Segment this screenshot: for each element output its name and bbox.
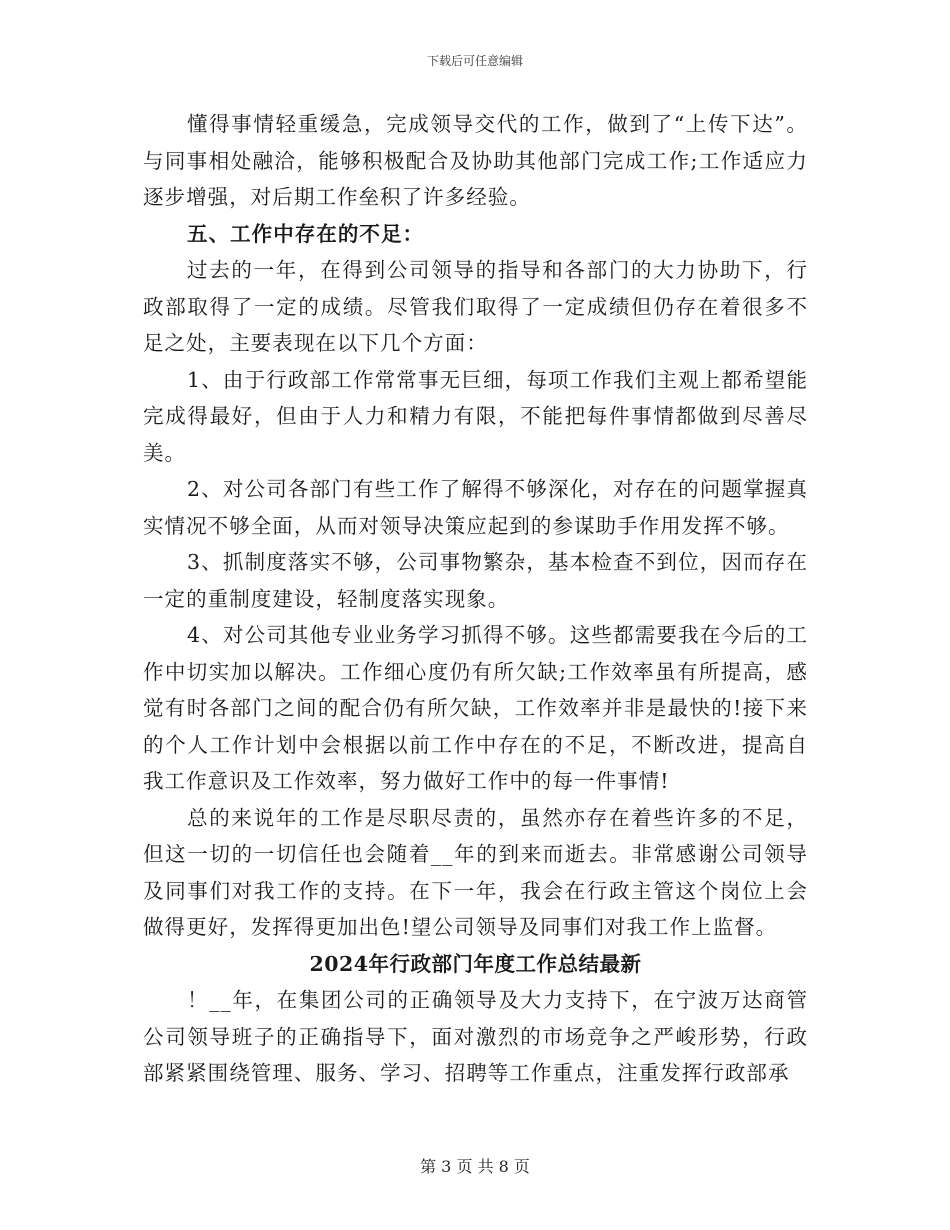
paragraph-item-2: 2、对公司各部门有些工作了解得不够深化，对存在的问题掌握真实情况不够全面，从而对领导决策应起到的参谋助手作用发挥不够。 (143, 477, 808, 538)
paragraph-item-1: 1、由于行政部工作常常事无巨细，每项工作我们主观上都希望能完成得最好，但由于人力和精力有限，不能把每件事情都做到尽善尽美。 (143, 367, 808, 465)
paragraph-item-4: 4、对公司其他专业业务学习抓得不够。这些都需要我在今后的工作中切实加以解决。工作细心度仍有所欠缺;工作效率虽有所提高，感觉有时各部门之间的配合仍有所欠缺，工作效率并非是最快的!接下来的个人工作计划中会根据以前工作中存在的不足，不断改进，提高自我工作意识及工作效率，努力做好工作中的每一件事情! (143, 623, 808, 793)
document-body (143, 106, 808, 1092)
paragraph-intro-shortcomings: 过去的一年，在得到公司领导的指导和各部门的大力协助下，行政部取得了一定的成绩。尽管我们取得了一定成绩但仍存在着很多不足之处，主要表现在以下几个方面： (143, 258, 808, 355)
paragraph-conclusion: 总的来说年的工作是尽职尽责的，虽然亦存在着些许多的不足，但这一切的一切信任也会随着__年的到来而逝去。非常感谢公司领导及同事们对我工作的支持。在下一年，我会在行政主管这个岗位上会做得更好，发挥得更加出色!望公司领导及同事们对我工作上监督。 (143, 805, 808, 939)
paragraph-continuation: 懂得事情轻重缓急，完成领导交代的工作，做到了“上传下达”。与同事相处融洽，能够积极配合及协助其他部门完成工作;工作适应力逐步增强，对后期工作垒积了许多经验。 (143, 112, 808, 209)
page-header-note: 下载后可任意编辑 (426, 54, 523, 68)
section-heading-shortcomings: 五、工作中存在的不足： (187, 221, 425, 246)
paragraph-new-section-intro: ！__年，在集团公司的正确领导及大力支持下，在宁波万达商管公司领导班子的正确指导下，面对激烈的市场竞争之严峻形势，行政部紧紧围绕管理、服务、学习、招聘等工作重点，注重发挥行政部承 (143, 988, 808, 1085)
paragraph-item-3: 3、抓制度落实不够，公司事物繁杂，基本检查不到位，因而存在一定的重制度建设，轻制度落实现象。 (143, 550, 808, 611)
document-title: 2024年行政部门年度工作总结最新 (309, 951, 642, 976)
page-number: 第 3 页 共 8 页 (420, 1157, 530, 1176)
